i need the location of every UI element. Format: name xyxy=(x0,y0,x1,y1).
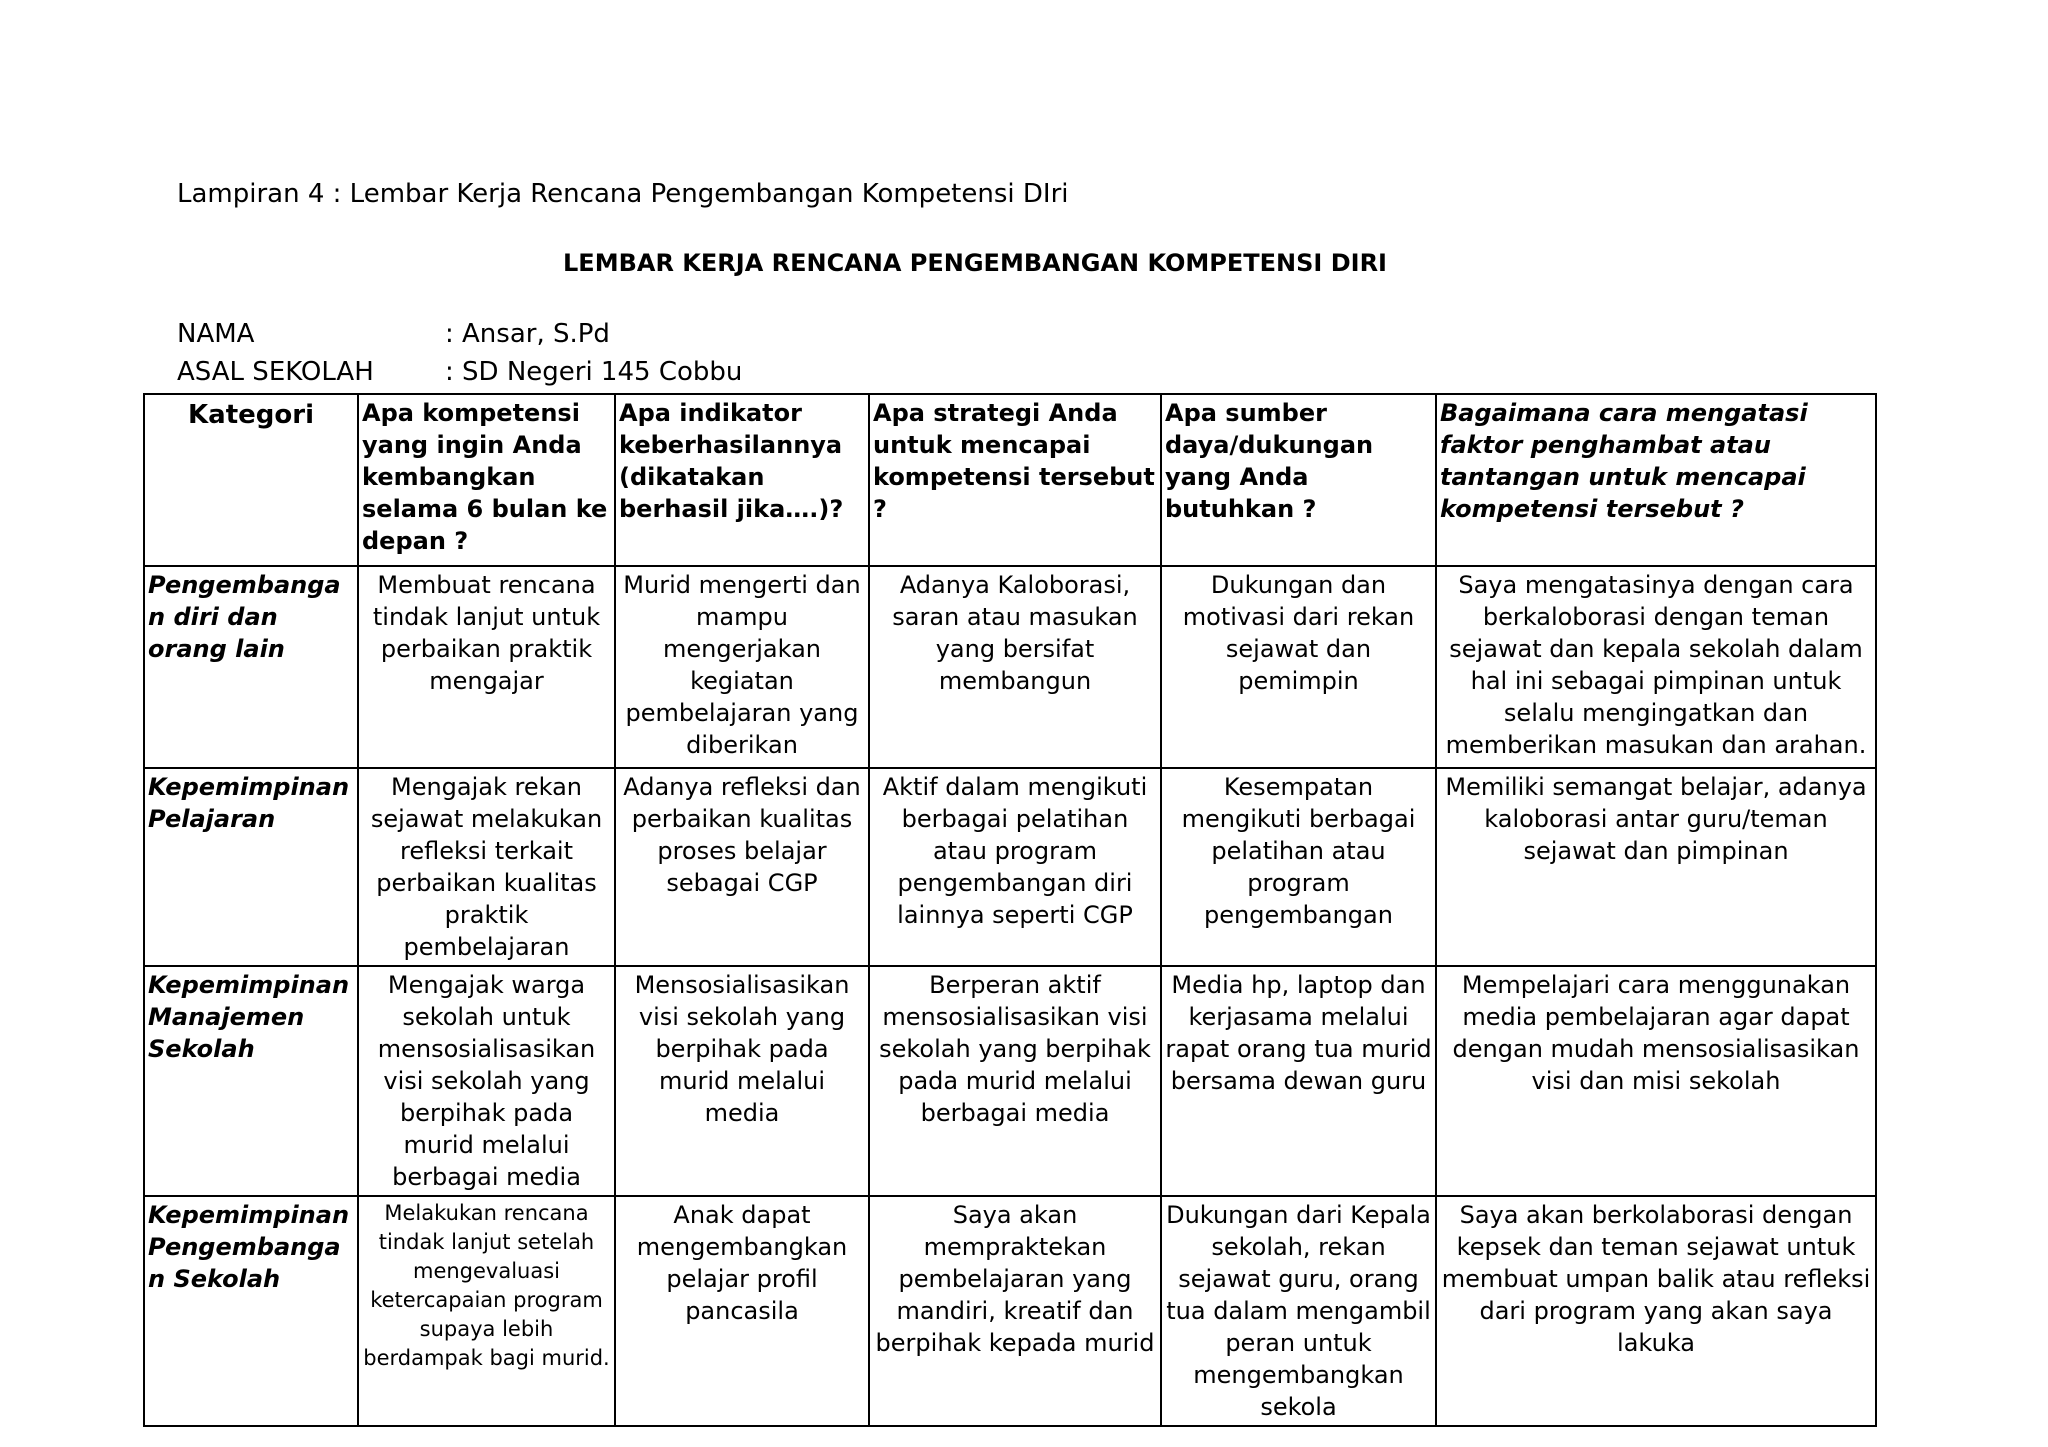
row-resources: Dukungan dan motivasi dari rekan sejawat dan pemimpin xyxy=(1161,566,1436,768)
table-row xyxy=(144,966,1876,1196)
header-strategy: Apa strategi Anda untuk mencapai kompetensi tersebut ? xyxy=(869,394,1161,566)
school-value: : SD Negeri 145 Cobbu xyxy=(445,357,743,387)
row-overcome: Saya mengatasinya dengan cara berkaloborasi dengan teman sejawat dan kepala sekolah dalam hal ini sebagai pimpinan untuk selalu mengingatkan dan memberikan masukan dan arahan. xyxy=(1436,566,1876,768)
row-category: Kepemimpinan Pengembangan Sekolah xyxy=(144,1196,358,1426)
row-competency: Mengajak rekan sejawat melakukan refleksi terkait perbaikan kualitas praktik pembelajaran xyxy=(358,768,615,966)
row-competency: Melakukan rencana tindak lanjut setelah mengevaluasi ketercapaian program supaya lebih berdampak bagi murid. xyxy=(358,1196,615,1426)
row-competency: Membuat rencana tindak lanjut untuk perbaikan praktik mengajar xyxy=(358,566,615,768)
row-competency: Mengajak warga sekolah untuk mensosialisasikan visi sekolah yang berpihak pada murid melalui berbagai media xyxy=(358,966,615,1196)
row-indicator: Murid mengerti dan mampu mengerjakan kegiatan pembelajaran yang diberikan xyxy=(615,566,869,768)
header-category: Kategori xyxy=(144,394,358,566)
table-header-row xyxy=(144,394,1876,566)
row-resources: Kesempatan mengikuti berbagai pelatihan atau program pengembangan xyxy=(1161,768,1436,966)
row-strategy: Berperan aktif mensosialisasikan visi sekolah yang berpihak pada murid melalui berbagai media xyxy=(869,966,1161,1196)
header-indicator: Apa indikator keberhasilannya (dikatakan berhasil jika….)? xyxy=(615,394,869,566)
name-row xyxy=(177,316,610,352)
row-indicator: Adanya refleksi dan perbaikan kualitas proses belajar sebagai CGP xyxy=(615,768,869,966)
document-title: LEMBAR KERJA RENCANA PENGEMBANGAN KOMPETENSI DIRI xyxy=(563,249,1387,277)
school-row xyxy=(177,354,742,390)
row-overcome: Mempelajari cara menggunakan media pembelajaran agar dapat dengan mudah mensosialisasikan visi dan misi sekolah xyxy=(1436,966,1876,1196)
header-overcome: Bagaimana cara mengatasi faktor penghambat atau tantangan untuk mencapai kompetensi tersebut ? xyxy=(1436,394,1876,566)
row-indicator: Mensosialisasikan visi sekolah yang berpihak pada murid melalui media xyxy=(615,966,869,1196)
row-overcome: Memiliki semangat belajar, adanya kaloborasi antar guru/teman sejawat dan pimpinan xyxy=(1436,768,1876,966)
name-value: : Ansar, S.Pd xyxy=(445,319,610,349)
table-row xyxy=(144,1196,1876,1426)
row-category: Pengembangan diri dan orang lain xyxy=(144,566,358,768)
table-row xyxy=(144,768,1876,966)
row-overcome: Saya akan berkolaborasi dengan kepsek dan teman sejawat untuk membuat umpan balik atau refleksi dari program yang akan saya lakuka xyxy=(1436,1196,1876,1426)
row-strategy: Aktif dalam mengikuti berbagai pelatihan atau program pengembangan diri lainnya seperti CGP xyxy=(869,768,1161,966)
row-resources: Media hp, laptop dan kerjasama melalui rapat orang tua murid bersama dewan guru xyxy=(1161,966,1436,1196)
competency-plan-table xyxy=(143,393,1877,1427)
row-strategy: Adanya Kaloborasi, saran atau masukan yang bersifat membangun xyxy=(869,566,1161,768)
row-category: Kepemimpinan Manajemen Sekolah xyxy=(144,966,358,1196)
annex-title: Lampiran 4 : Lembar Kerja Rencana Pengembangan Kompetensi DIri xyxy=(177,179,1069,209)
school-label: ASAL SEKOLAH xyxy=(177,357,374,387)
row-strategy: Saya akan mempraktekan pembelajaran yang mandiri, kreatif dan berpihak kepada murid xyxy=(869,1196,1161,1426)
row-category: Kepemimpinan Pelajaran xyxy=(144,768,358,966)
table-row xyxy=(144,566,1876,768)
row-indicator: Anak dapat mengembangkan pelajar profil pancasila xyxy=(615,1196,869,1426)
name-label: NAMA xyxy=(177,319,255,349)
row-resources: Dukungan dari Kepala sekolah, rekan sejawat guru, orang tua dalam mengambil peran untuk mengembangkan sekola xyxy=(1161,1196,1436,1426)
header-competency: Apa kompetensi yang ingin Anda kembangkan selama 6 bulan ke depan ? xyxy=(358,394,615,566)
header-resources: Apa sumber daya/dukungan yang Anda butuhkan ? xyxy=(1161,394,1436,566)
